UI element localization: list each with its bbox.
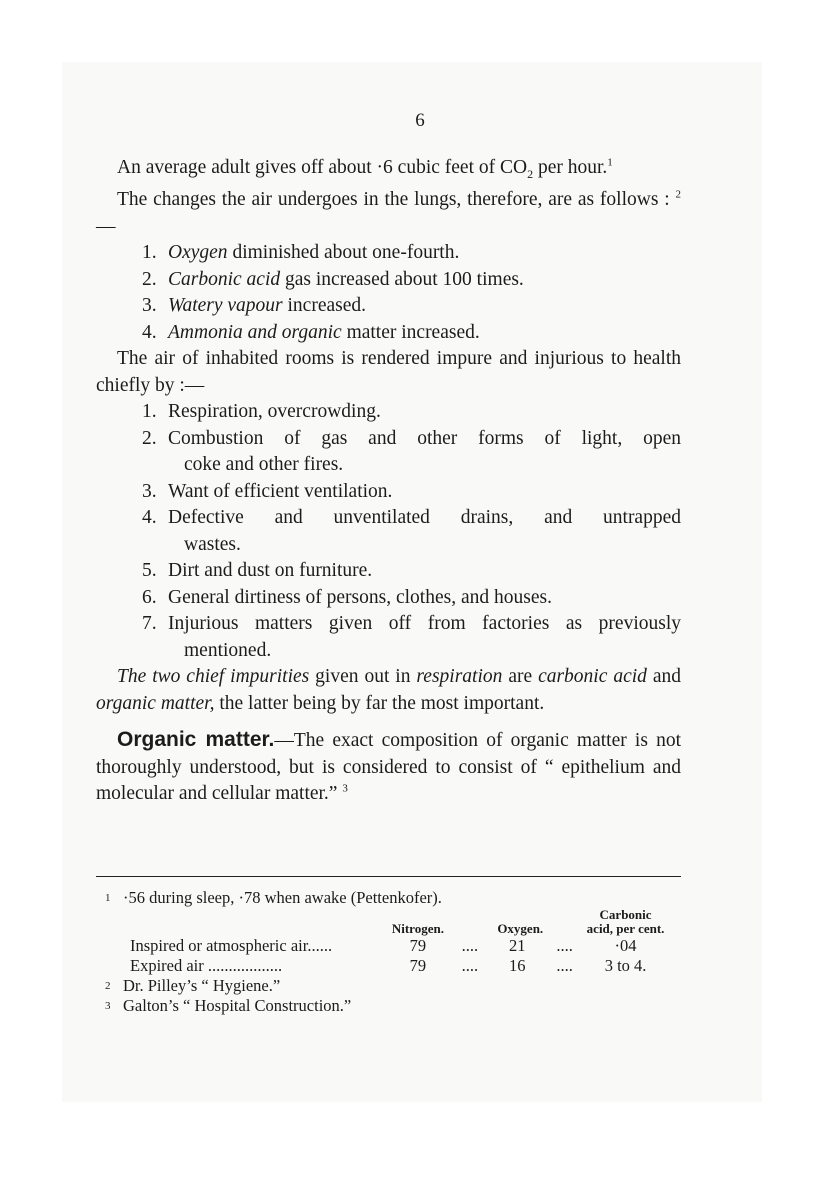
chief-italic-2: respiration — [416, 666, 503, 688]
item-number: 7. — [142, 613, 157, 635]
item-number: 2. — [142, 268, 157, 290]
footnotes — [105, 888, 665, 1016]
list-item — [142, 505, 681, 558]
page-number: 6 — [415, 110, 425, 131]
header-oxygen: Oxygen. — [497, 921, 544, 936]
cell-oxygen: 16 — [509, 956, 526, 975]
intro-text-a: An average adult gives off about ·6 cubic feet of CO — [117, 157, 528, 178]
item-text-continued: wastes. — [184, 533, 241, 555]
item-text: Injurious matters given off from factories as previously — [168, 613, 681, 635]
item-text: increased. — [282, 295, 367, 317]
footnote-divider — [96, 876, 681, 877]
item-text: matter increased. — [341, 321, 480, 343]
organic-matter-text: —The exact composition of organic matter is not thoroughly understood, but is considered to consist of “ epithelium and molecular and cellular matter.” — [96, 730, 681, 805]
list-item — [142, 399, 681, 426]
table-row — [130, 936, 665, 956]
item-text: Dirt and dust on furniture. — [168, 560, 373, 582]
list-item — [142, 585, 681, 612]
item-number: 1. — [142, 242, 157, 264]
footnote-1 — [105, 888, 665, 908]
list-item — [142, 320, 681, 347]
row-label: Inspired or atmospheric air...... — [130, 936, 333, 955]
item-text: Respiration, overcrowding. — [168, 401, 381, 423]
cell-carbonic: ·04 — [614, 936, 637, 955]
organic-matter-heading: Organic matter. — [117, 728, 275, 752]
chief-impurities-paragraph — [96, 664, 681, 717]
footnote-mark: 1 — [105, 892, 111, 904]
item-number: 3. — [142, 295, 157, 317]
item-number: 3. — [142, 480, 157, 502]
changes-paragraph — [96, 187, 681, 240]
list-item — [142, 558, 681, 585]
intro-text-b: per hour. — [533, 157, 608, 178]
chief-italic-3: carbonic acid — [538, 666, 647, 688]
chief-italic-1: The two chief impurities — [117, 666, 310, 688]
header-carbonic: Carbonic acid, per cent. — [586, 907, 665, 936]
item-text-continued: mentioned. — [184, 639, 272, 661]
item-number: 4. — [142, 507, 157, 529]
footnote-mark: 2 — [105, 980, 111, 992]
footnote-2 — [105, 976, 665, 996]
item-text: diminished about one-fourth. — [227, 242, 460, 264]
item-text: gas increased about 100 times. — [280, 268, 524, 290]
changes-list — [96, 240, 681, 346]
list-item — [142, 479, 681, 506]
header-nitrogen: Nitrogen. — [391, 921, 444, 936]
causes-list — [96, 399, 681, 664]
cell-nitrogen: 79 — [409, 956, 427, 975]
row-label: Expired air .................. — [130, 956, 283, 975]
item-text: Combustion of gas and other forms of light, open — [168, 427, 681, 449]
item-number: 4. — [142, 321, 157, 343]
item-italic: Oxygen — [168, 242, 228, 264]
cell-oxygen: 21 — [509, 936, 526, 955]
table-header-row — [130, 908, 665, 936]
air-composition-table — [130, 908, 665, 976]
item-text: Want of efficient ventilation. — [168, 480, 393, 502]
item-text-continued: coke and other fires. — [184, 454, 344, 476]
footnote-mark: 3 — [105, 1000, 111, 1012]
list-item — [142, 293, 681, 320]
chief-italic-4: organic matter, — [96, 692, 215, 714]
footnote-text: ·56 during sleep, ·78 when awake (Pettenkofer). — [123, 888, 442, 907]
table-row — [130, 956, 665, 976]
list-item — [142, 426, 681, 479]
cell-carbonic: 3 to 4. — [604, 956, 647, 975]
co2-subscript: 2 — [527, 166, 534, 181]
cell-dots: .... — [556, 936, 573, 955]
footnote-text: Galton’s “ Hospital Construction.” — [123, 996, 352, 1015]
cell-dots: .... — [461, 956, 479, 975]
cell-nitrogen: 79 — [409, 936, 427, 955]
impure-paragraph: The air of inhabited rooms is rendered impure and injurious to health chiefly by :— — [96, 348, 681, 396]
item-italic: Watery vapour — [168, 295, 283, 317]
changes-text: The changes the air undergoes in the lungs, therefore, are as follows : — [117, 189, 670, 211]
list-item — [142, 611, 681, 664]
footnote-ref-2: 2 — [675, 188, 682, 201]
chief-text-2: are — [502, 666, 539, 688]
footnote-text: Dr. Pilley’s “ Hygiene.” — [123, 976, 281, 995]
list-item — [142, 240, 681, 267]
list-item — [142, 267, 681, 294]
chief-text-1: given out in — [309, 666, 417, 688]
item-text: General dirtiness of persons, clothes, and houses. — [168, 586, 552, 608]
chief-text-3: and — [646, 666, 682, 688]
item-text: Defective and unventilated drains, and untrapped — [168, 507, 681, 529]
changes-dash: — — [96, 215, 116, 237]
item-number: 6. — [142, 586, 157, 608]
cell-dots: .... — [461, 936, 479, 955]
item-number: 1. — [142, 401, 157, 423]
footnote-ref-3: 3 — [342, 782, 348, 795]
item-italic: Ammonia and organic — [168, 321, 342, 343]
item-number: 2. — [142, 427, 157, 449]
main-text — [96, 155, 681, 808]
chief-text-4: the latter being by far the most important. — [214, 692, 545, 714]
organic-matter-paragraph — [96, 727, 681, 808]
cell-dots: .... — [556, 956, 573, 975]
footnote-3 — [105, 996, 665, 1016]
intro-paragraph — [96, 155, 681, 187]
item-number: 5. — [142, 560, 157, 582]
footnote-ref-1: 1 — [607, 156, 613, 169]
item-italic: Carbonic acid — [168, 268, 281, 290]
